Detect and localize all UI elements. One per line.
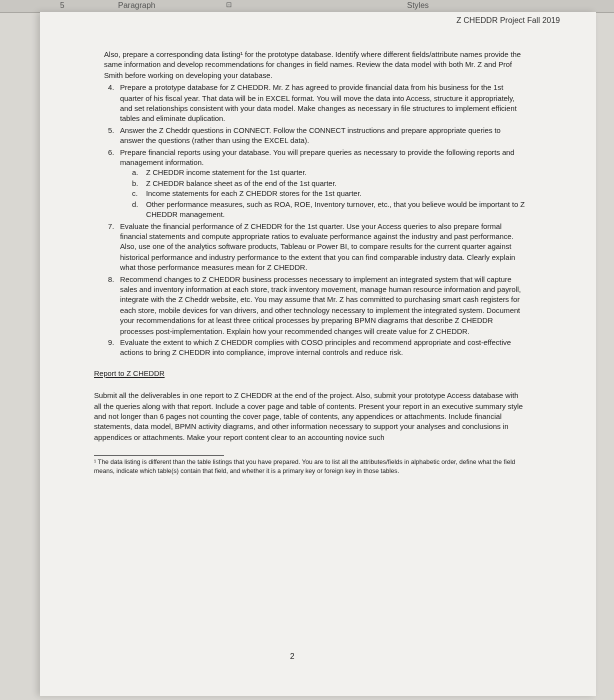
report-paragraph: Submit all the deliverables in one report to Z CHEDDR at the end of the project. Also, submit your prototype Access database with all the queries along with that report. Include a cover page and table of contents. Present your report in an executive summary style and not longer than 6 pages not counting the cover page, table of contents, any appendices or attachments. Include financial statements, data model, BPMN activity diagrams, and other information necessary to support your analyses and conclusions in appendices or attachments. Make your report content clear to an accounting novice such <box>94 391 523 442</box>
dialog-launcher-icon[interactable]: ⊡ <box>226 2 232 9</box>
list-number: 4. <box>108 83 115 93</box>
footnote-separator <box>94 455 224 456</box>
list-number: 9. <box>108 337 115 347</box>
ribbon-number: 5 <box>60 1 65 10</box>
list-text: Prepare a prototype database for Z CHEDDR. Mr. Z has agreed to provide financial data from his business for the 1st quarter of his fiscal year. That data will be in EXCEL format. You will move the data into Access, structure it appropriately, and set relationships consistent with your data model. Make changes as necessary in file structures to implement efficient tables and eliminate duplication. <box>120 83 517 124</box>
sub-text: Other performance measures, such as ROA, ROE, Inventory turnover, etc., that you believe would be important to Z CHEDDR management. <box>146 199 525 220</box>
sub-letter: a. <box>132 168 139 178</box>
document-page <box>40 12 596 696</box>
sub-text: Z CHEDDR balance sheet as of the end of the 1st quarter. <box>146 178 337 188</box>
report-heading: Report to Z CHEDDR <box>94 368 165 378</box>
footnote: ¹ The data listing is different than the table listings that you have prepared. You are to list all the attributes/fields in alphabetic order, define what the field means, indicate which table(s) contain that field, and whether it is a primary key or foreign key in those tables. <box>94 459 516 475</box>
list-number: 8. <box>108 274 115 284</box>
sub-text: Income statements for each Z CHEDDR stores for the 1st quarter. <box>146 189 362 199</box>
list-text: Prepare financial reports using your database. You will prepare queries as necessary to provide the following reports and management information. <box>120 147 515 168</box>
list-text: Recommend changes to Z CHEDDR business processes necessary to implement an integrated system that will capture sales and inventory information at each store, track inventory movement, manage human resource information and payroll, integrate with the Z Cheddr website, etc. You may assume that Mr. Z has committed to purchasing smart cash registers for each store, mobile devices for van drivers, and other technology necessary to implement the integrated system. Document your recommendations for at least three critical processes by preparing BPMN diagrams that describe Z CHEDDR processes post-implementation. Explain how your recommended changes will create value for Z CHEDDR. <box>120 274 521 336</box>
document-body <box>94 50 526 478</box>
list-text: Evaluate the extent to which Z CHEDDR complies with COSO principles and recommend appropriate and cost-effective actions to bring Z CHEDDR into compliance, improve internal controls and reduce risk. <box>120 337 511 358</box>
sub-letter: d. <box>132 199 139 209</box>
list-item <box>94 338 526 359</box>
intro-paragraph: Also, prepare a corresponding data listing¹ for the prototype database. Identify where different fields/attribute names provide the same information and develop recommendations for changes in field names. Review the data model with both Mr. Z and Prof Smith before working on developing your database. <box>104 50 521 80</box>
list-number: 5. <box>108 125 115 135</box>
paragraph-group-label: Paragraph <box>118 1 156 10</box>
list-item <box>94 126 526 147</box>
sub-letter: c. <box>132 189 138 199</box>
list-item <box>94 83 526 125</box>
sub-list-item <box>132 200 526 221</box>
sub-list-item <box>132 168 526 178</box>
sub-letter: b. <box>132 178 139 188</box>
list-item <box>94 222 526 274</box>
page-header: Z CHEDDR Project Fall 2019 <box>456 16 560 25</box>
list-text: Answer the Z Cheddr questions in CONNECT. Follow the CONNECT instructions and prepare appropriate queries to answer the questions (rather than using the EXCEL data). <box>120 125 501 146</box>
sub-text: Z CHEDDR income statement for the 1st quarter. <box>146 168 307 178</box>
list-item <box>94 275 526 337</box>
sub-list-item <box>132 179 526 189</box>
styles-group-label: Styles <box>407 1 429 10</box>
list-item <box>94 148 526 221</box>
list-number: 6. <box>108 147 115 157</box>
list-number: 7. <box>108 221 115 231</box>
sub-list-item <box>132 189 526 199</box>
page-number: 2 <box>290 652 295 661</box>
list-text: Evaluate the financial performance of Z CHEDDR for the 1st quarter. Use your Access queries to also prepare formal financial statements and compute appropriate ratios to evaluate performance against the industry and past performance. Also, use one of the analytics software products, Tableau or Power BI, to compare results for the current quarter against historical performance and industry performance to the extent that you can find comparable industry data. Clearly explain what those performance measures mean for Z CHEDDR. <box>120 221 516 273</box>
